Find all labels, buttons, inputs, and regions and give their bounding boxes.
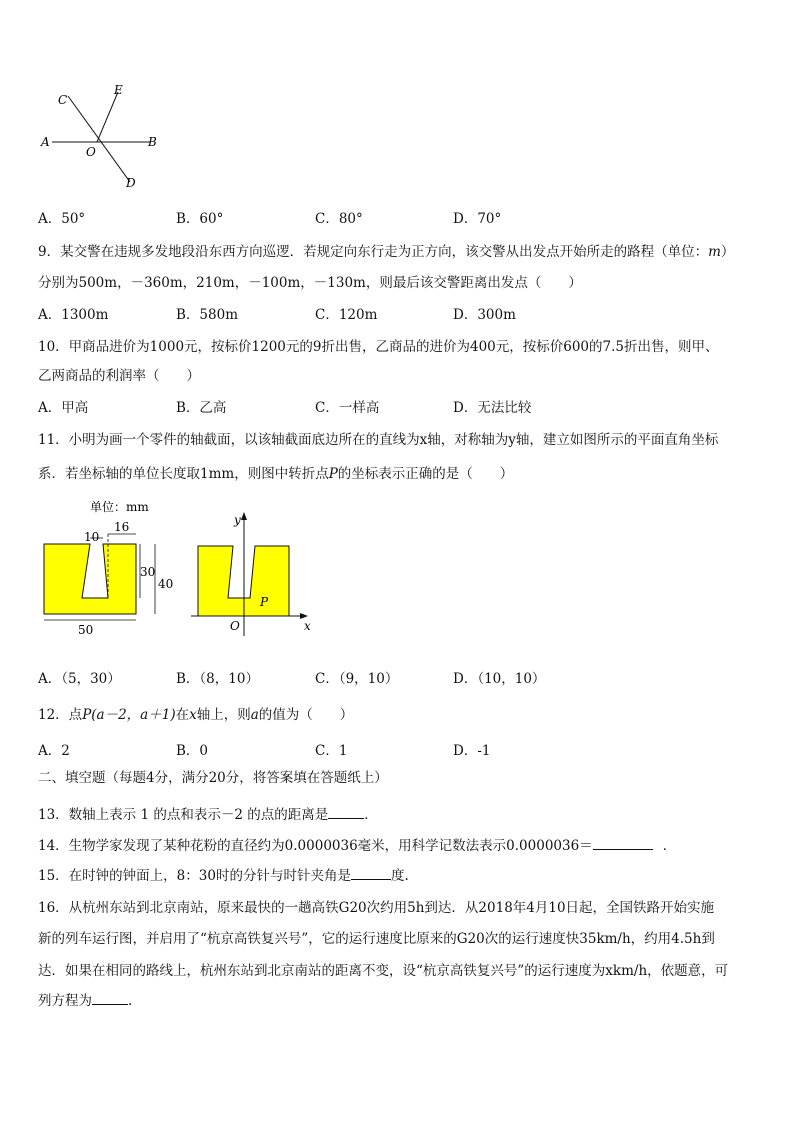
q11-option-b: B．（8，10） — [176, 671, 259, 687]
q16-line-4 — [38, 989, 142, 1009]
q12-mid1: 在 — [175, 707, 190, 723]
q16-line-2: 新的列车运行图，并启用了“杭京高铁复兴号”，它的运行速度比原来的G20次的运行速度快35km/h，约用4.5h到 — [38, 931, 715, 947]
label-d: D — [126, 176, 136, 190]
label-b: B — [148, 135, 157, 149]
origin-label: O — [230, 619, 240, 633]
q16-answer-blank[interactable] — [92, 992, 128, 1005]
label-c: C — [58, 93, 68, 107]
q12-expr: P(a－2，a＋1) — [82, 707, 176, 723]
q13-end: ． — [364, 807, 378, 823]
unit-label: 单位：mm — [90, 500, 149, 514]
q10-option-b: B．乙高 — [176, 400, 227, 416]
q14-end: ． — [662, 838, 677, 854]
q16-text-4: 列方程为 — [38, 993, 92, 1009]
q16-line-3: 达．如果在相同的路线上，杭州东站到北京南站的距离不变，设“杭京高铁复兴号”的运行速度为xkm/h，依题意，可 — [38, 963, 729, 979]
axis-y-label: y — [234, 513, 241, 527]
line-oe — [97, 92, 118, 142]
q11-option-a: A．（5，30） — [38, 671, 121, 687]
dim-30: 30 — [140, 565, 156, 579]
q14-text: 14．生物学家发现了某种花粉的直径约为0.0000036毫米，用科学记数法表示0.0000036＝ — [38, 838, 593, 854]
q9-line-1 — [38, 240, 734, 260]
dim-40: 40 — [158, 577, 174, 591]
part-cross-section-figure — [36, 496, 326, 646]
q14-answer-blank[interactable] — [593, 837, 653, 850]
q11-text-2a: 系．若坐标轴的单位长度取1mm，则图中转折点 — [38, 466, 329, 482]
q10-option-a: A．甲高 — [38, 400, 89, 416]
q11-option-c: C．（9，10） — [315, 671, 399, 687]
q9-option-c: C．120m — [315, 307, 378, 323]
line-cd — [68, 96, 130, 182]
q12-line — [38, 703, 353, 723]
left-part-shape — [44, 544, 136, 614]
q12-option-c: C．1 — [315, 743, 348, 759]
q9-option-b: B．580m — [176, 307, 238, 323]
dim-16: 16 — [114, 520, 130, 534]
q11-line-2 — [38, 462, 513, 482]
q12-option-b: B．0 — [176, 743, 209, 759]
q8-option-c: C．80° — [315, 211, 363, 227]
q8-option-a: A．50° — [38, 211, 86, 227]
q15-text: 15．在时钟的钟面上，8：30时的分针与时针夹角是 — [38, 868, 351, 884]
dim-10: 10 — [84, 530, 100, 544]
q9-unit: m — [708, 244, 721, 260]
section-2-heading: 二、填空题（每题4分，满分20分，将答案填在答题纸上） — [38, 770, 388, 786]
q12-x: x — [189, 707, 197, 723]
q12-pre: 12．点 — [38, 707, 83, 723]
q9-option-d: D．300m — [453, 307, 516, 323]
q9-text-1a: 9．某交警在违规多发地段沿东西方向巡逻．若规定向东行走为正方向，该交警从出发点开始所走的路程（单位： — [38, 244, 709, 260]
q13-text: 13．数轴上表示 1 的点和表示－2 的点的距离是 — [38, 807, 329, 823]
q10-option-d: D．无法比较 — [453, 400, 532, 416]
label-a: A — [41, 135, 50, 149]
y-arrow — [241, 512, 247, 520]
q10-line-2: 乙两商品的利润率（ ） — [38, 368, 200, 384]
q11-option-d: D．（10，10） — [453, 671, 546, 687]
q12-post: 的值为（ ） — [258, 707, 354, 723]
q9-option-a: A．1300m — [38, 307, 109, 323]
q9-line-2: 分别为500m，－360m，210m，－100m，－130m，则最后该交警距离出发点（ ） — [38, 275, 582, 291]
q14-line — [38, 834, 676, 854]
q12-mid2: 轴上，则 — [196, 707, 251, 723]
q15-line — [38, 864, 409, 884]
q12-option-d: D．-1 — [453, 743, 491, 759]
q8-option-d: D．70° — [453, 211, 502, 227]
angle-figure — [38, 80, 178, 195]
q13-answer-blank[interactable] — [328, 806, 364, 819]
q13-line — [38, 803, 378, 823]
label-o: O — [86, 145, 96, 159]
label-e: E — [114, 83, 123, 97]
q9-text-1b: ） — [720, 244, 735, 260]
q16-end: ． — [128, 993, 142, 1009]
q12-a: a — [250, 707, 259, 723]
q15-answer-blank[interactable] — [351, 867, 391, 880]
q11-line-1: 11．小明为画一个零件的轴截面，以该轴截面底边所在的直线为x轴，对称轴为y轴，建立如图所示的平面直角坐标 — [38, 432, 719, 448]
q8-option-b: B．60° — [176, 211, 224, 227]
q11-text-2b: 的坐标表示正确的是（ ） — [337, 466, 514, 482]
point-p-label: P — [260, 595, 269, 609]
axis-x-label: x — [304, 619, 311, 633]
q10-line-1: 10．甲商品进价为1000元，按标价1200元的9折出售，乙商品的进价为400元，按标价600的7.5折出售，则甲、 — [38, 339, 719, 355]
q10-option-c: C．一样高 — [315, 400, 380, 416]
q15-end: 度. — [390, 868, 409, 884]
q11-point-p: P — [328, 466, 338, 482]
q16-line-1: 16．从杭州东站到北京南站，原来最快的一趟高铁G20次约用5h到达．从2018年4月10日起，全国铁路开始实施 — [38, 900, 715, 916]
dim-50: 50 — [78, 623, 94, 637]
q12-option-a: A．2 — [38, 743, 70, 759]
